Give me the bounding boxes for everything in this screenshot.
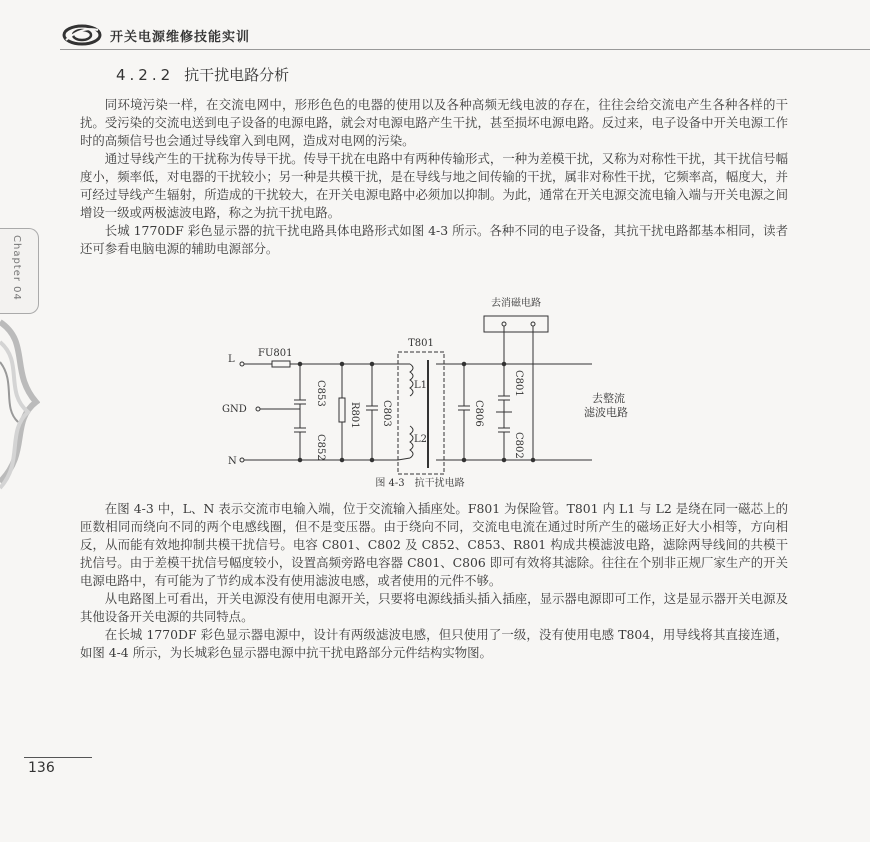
publisher-logo-icon [62,24,102,46]
body-text-bottom [80,500,788,662]
label-l1: L1 [414,380,428,391]
section-heading [116,64,289,85]
degauss-terminal [502,322,506,326]
inductor-l1 [410,364,413,396]
label-c801: C801 [513,370,524,397]
label-output-2: 滤波电路 [584,406,628,419]
label-c853: C853 [315,380,326,407]
fuse-fu801 [272,361,290,367]
section-number: 4.2.2 [116,66,175,84]
label-c802: C802 [513,432,524,459]
paragraph: 从电路图上可看出，开关电源没有使用电源开关，只要将电源线插头插入插座，显示器电源即可工作，这是显示器开关电源及其他设备开关电源的共同特点。 [80,591,788,624]
label-fuse: FU801 [258,348,293,359]
page-number: 136 [28,760,55,776]
section-title: 抗干扰电路分析 [184,66,290,84]
paragraph: 在图 4-3 中，L、N 表示交流市电输入端，位于交流输入插座处。F801 为保险管。T801 内 L1 与 L2 是绕在同一磁芯上的匝数相同而绕向不同的两个电感线圈，但不是变压器。由于绕向不同，交流电电流在通过时所产生的磁场正好大小相等，方向相反，从而能有效地抑制共模干扰信号。电容 C801、C802 及 C852、C853、R801 构成共模滤波电路，滤除两导线间的共模干扰信号。由于差模干扰信号幅度较小，设置高频旁路电容器 C801、C806 即可有效将其滤除。往往在个别非正规厂家生产的开关电源电路中，有可能为了节约成本没有使用滤波电感，或者使用的元件不够。 [80,501,788,588]
transformer-t801-box [398,352,444,474]
resistor-r801 [339,398,345,422]
inductor-l2 [410,426,413,458]
chapter-tab-label: Chapter 04 [11,235,22,301]
header-divider [60,49,870,50]
paragraph: 长城 1770DF 彩色显示器的抗干扰电路具体电路形式如图 4-3 所示。各种不同的电子设备，其抗干扰电路都基本相同，读者还可参看电脑电源的辅助电源部分。 [80,223,788,256]
label-l2: L2 [414,434,428,445]
label-n: N [228,456,237,467]
label-gnd: GND [222,404,247,415]
label-r801: R801 [349,402,360,429]
label-t801: T801 [408,338,434,349]
paragraph: 通过导线产生的干扰称为传导干扰。传导干扰在电路中有两种传输形式，一种为差模干扰，又称为对称性干扰，其干扰信号幅度小，频率低，对电器的干扰较小；另一种是共模干扰，是在导线与地之间传输的干扰，属非对称性干扰，它频率高，幅度大，并可经过导线产生辐射，所造成的干扰较大，在开关电源电路中必须加以抑制。为此，通常在开关电源交流电输入端与开关电源之间增设一级或两极滤波电路，称之为抗干扰电路。 [80,151,788,220]
label-c806: C806 [473,400,484,427]
page-header [62,22,250,48]
body-text-top [80,96,788,258]
book-title: 开关电源维修技能实训 [110,29,251,45]
footer-divider [24,757,92,758]
label-c803: C803 [381,400,392,427]
paragraph: 同环境污染一样，在交流电网中，形形色色的电器的使用以及各种高频无线电波的存在，往往会给交流电产生各种各样的干扰。受污染的交流电送到电子设备的电源电路，就会对电源电路产生干扰，甚至损坏电源电路。反过来，电子设备中开关电源工作时的高频信号也会通过导线窜入到电网，造成对电网的污染。 [80,97,788,148]
label-output-1: 去整流 [592,392,625,405]
chapter-tab [0,228,39,314]
label-degauss: 去消磁电路 [491,298,541,309]
degauss-terminal [531,322,535,326]
degauss-box [484,316,548,332]
anti-interference-circuit-diagram [200,292,640,492]
label-c852: C852 [315,434,326,461]
decorative-swirl-icon [0,312,40,492]
figure-caption: 图 4-3 抗干扰电路 [375,478,465,489]
label-l: L [228,354,235,365]
paragraph: 在长城 1770DF 彩色显示器电源中，设计有两级滤波电感，但只使用了一级，没有使用电感 T804，用导线将其直接连通，如图 4-4 所示，为长城彩色显示器电源中抗干扰电路部分元件结构实物图。 [80,627,788,660]
